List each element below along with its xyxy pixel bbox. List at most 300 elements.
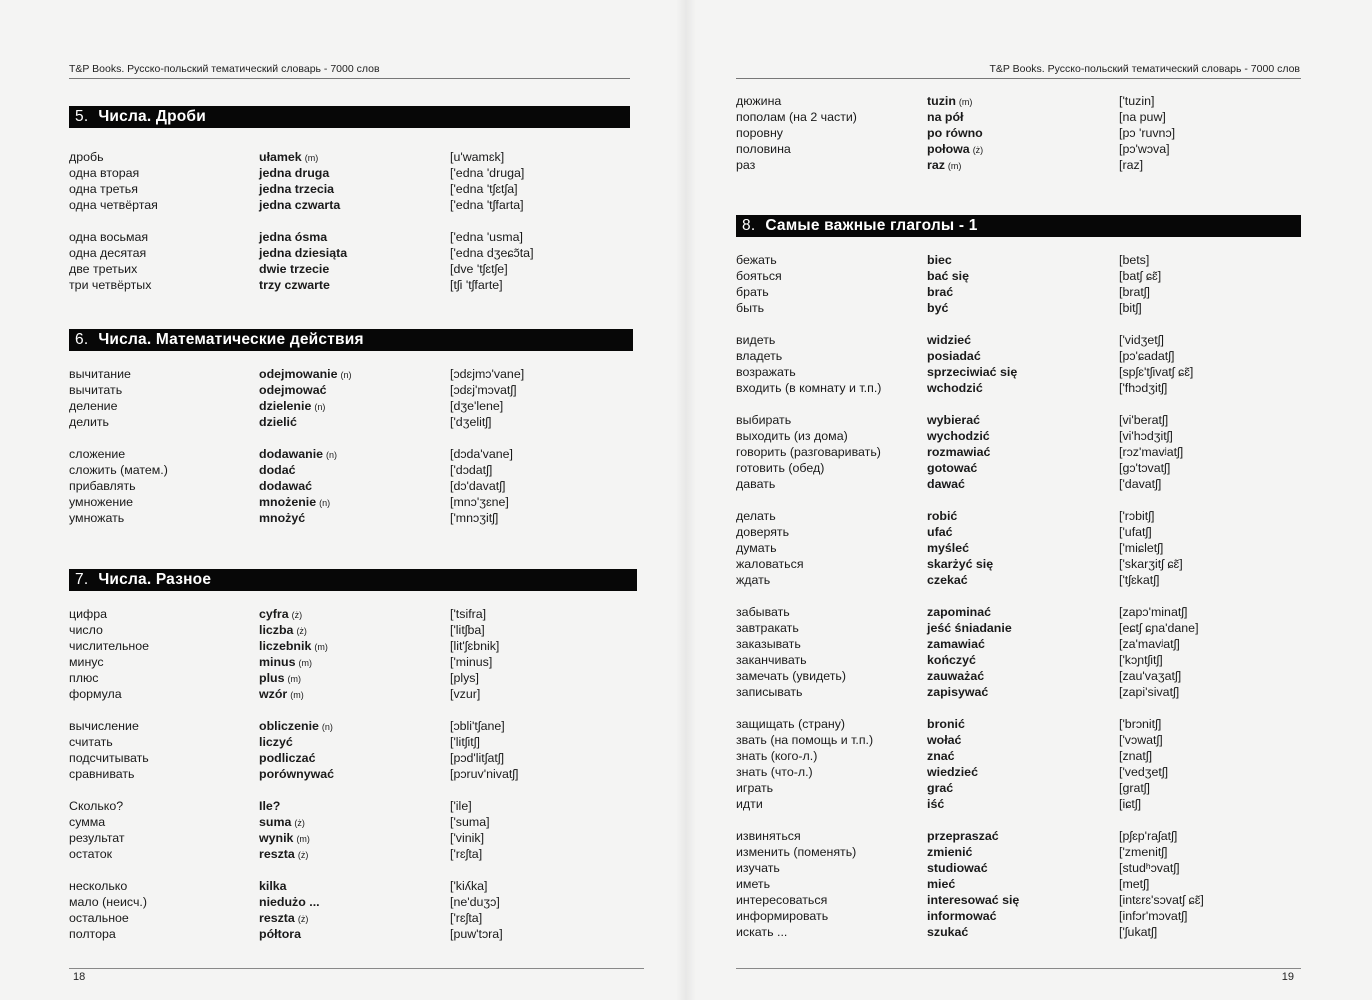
group-spacer xyxy=(69,430,633,446)
transcription: [tʃi 'tʃfarte] xyxy=(450,278,503,292)
polish-word xyxy=(259,622,307,639)
polish-word xyxy=(927,716,965,732)
russian-word: дробь xyxy=(69,150,104,164)
section-number: 5. xyxy=(75,108,89,125)
russian-word: одна четвёртая xyxy=(69,198,158,212)
dictionary-entry xyxy=(736,604,1301,620)
polish-word xyxy=(259,398,325,415)
transcription: [dve 'tʃɛtʃe] xyxy=(450,262,508,276)
polish-word xyxy=(259,462,296,478)
dictionary-entry xyxy=(69,382,633,398)
group-spacer xyxy=(69,213,630,229)
russian-word: бежать xyxy=(736,253,777,267)
polish-word xyxy=(259,494,330,511)
section-6 xyxy=(69,329,633,526)
polish-word-text: jedna czwarta xyxy=(259,198,341,212)
right-page xyxy=(686,0,1372,1000)
polish-word-text: odejmować xyxy=(259,383,327,397)
group-spacer xyxy=(69,702,637,718)
russian-word: изменить (поменять) xyxy=(736,845,857,859)
polish-word-text: tuzin xyxy=(927,94,956,108)
polish-word xyxy=(927,332,971,348)
polish-word-text: brać xyxy=(927,285,954,299)
header-rule xyxy=(736,78,1301,79)
transcription: [vzur] xyxy=(450,687,481,701)
polish-word xyxy=(927,524,952,540)
polish-word-text: podliczać xyxy=(259,751,316,765)
dictionary-entry xyxy=(736,876,1301,892)
russian-word: готовить (обед) xyxy=(736,461,825,475)
russian-word: идти xyxy=(736,797,763,811)
russian-word: говорить (разговаривать) xyxy=(736,445,881,459)
polish-word-text: mieć xyxy=(927,877,956,891)
dictionary-entry xyxy=(69,149,630,165)
polish-word xyxy=(927,444,990,460)
group-spacer xyxy=(69,862,637,878)
gender-mark: (n) xyxy=(326,450,338,460)
transcription: [za'mavʲatʃ] xyxy=(1119,637,1180,651)
polish-word-text: dodawać xyxy=(259,479,313,493)
transcription: ['litʃba] xyxy=(450,623,485,637)
gender-mark: (ż) xyxy=(297,850,309,860)
russian-word: число xyxy=(69,623,103,637)
section-title: Числа. Дроби xyxy=(98,108,206,125)
polish-word xyxy=(259,686,304,703)
polish-word-text: myśleć xyxy=(927,541,970,555)
polish-word xyxy=(927,556,993,572)
transcription: ['tsifra] xyxy=(450,607,487,621)
russian-word: выбирать xyxy=(736,413,792,427)
polish-word xyxy=(927,380,983,396)
dictionary-entry xyxy=(736,684,1301,700)
polish-word xyxy=(259,478,312,494)
transcription: [mnɔ'ʒɛne] xyxy=(450,495,509,509)
section-number: 7. xyxy=(75,571,89,588)
russian-word: бояться xyxy=(736,269,782,283)
russian-word: сложение xyxy=(69,447,126,461)
transcription: [dɔda'vane] xyxy=(450,447,513,461)
section-number: 6. xyxy=(75,331,89,348)
russian-word: звать (на помощь и т.п.) xyxy=(736,733,874,747)
russian-word: думать xyxy=(736,541,777,555)
polish-word xyxy=(259,149,318,166)
transcription: [pɔ'wɔva] xyxy=(1119,142,1170,156)
transcription: [raz] xyxy=(1119,158,1144,172)
russian-word: плюс xyxy=(69,671,99,685)
transcription: ['zmenitʃ] xyxy=(1119,845,1168,859)
section-heading-bar xyxy=(69,569,637,591)
gender-mark: (ż) xyxy=(296,626,307,636)
transcription: [eɕtʃ ɕɲa'dane] xyxy=(1119,621,1199,635)
polish-word-text: jedna trzecia xyxy=(259,182,335,196)
russian-word: доверять xyxy=(736,525,790,539)
section-title: Числа. Разное xyxy=(98,571,212,588)
transcription: [lit'ʃɛbnik] xyxy=(450,639,500,653)
russian-word: остаток xyxy=(69,847,113,861)
polish-word xyxy=(927,284,953,300)
transcription: [plys] xyxy=(450,671,479,685)
polish-word-text: raz xyxy=(927,158,945,172)
polish-word-text: zapisywać xyxy=(927,685,989,699)
transcription: ['kiʎka] xyxy=(450,879,488,893)
polish-word-text: jedna druga xyxy=(259,166,330,180)
russian-word: заказывать xyxy=(736,637,801,651)
russian-word: умножать xyxy=(69,511,125,525)
dictionary-entry xyxy=(736,892,1301,908)
russian-word: дюжина xyxy=(736,94,782,108)
polish-word-text: skarżyć się xyxy=(927,557,994,571)
polish-word-text: mnożyć xyxy=(259,511,306,525)
polish-word-text: szukać xyxy=(927,925,969,939)
dictionary-entry xyxy=(69,878,637,894)
russian-word: Сколько? xyxy=(69,799,124,813)
polish-word-text: wchodzić xyxy=(927,381,983,395)
section-title: Числа. Математические действия xyxy=(98,331,364,348)
russian-word: половина xyxy=(736,142,791,156)
transcription: [dʒe'lene] xyxy=(450,399,504,413)
transcription: ['miɕletʃ] xyxy=(1119,541,1164,555)
continuation-block xyxy=(736,93,1301,173)
transcription: ['minus] xyxy=(450,655,493,669)
gender-mark: (n) xyxy=(319,498,331,508)
polish-word-text: przepraszać xyxy=(927,829,999,843)
dictionary-entry xyxy=(69,638,637,654)
transcription: [pɔruv'nivatʃ] xyxy=(450,767,519,781)
gender-mark: (ż) xyxy=(297,914,309,924)
polish-word-text: zmienić xyxy=(927,845,973,859)
header-rule xyxy=(69,78,630,79)
russian-word: вычитание xyxy=(69,367,131,381)
polish-word-text: połowa xyxy=(927,142,970,156)
polish-word-text: obliczenie xyxy=(259,719,319,733)
polish-word-text: informować xyxy=(927,909,997,923)
section-8 xyxy=(736,215,1301,940)
polish-word-text: studiować xyxy=(927,861,988,875)
polish-word-text: widzieć xyxy=(927,333,972,347)
polish-word xyxy=(927,668,984,684)
russian-word: вычисление xyxy=(69,719,139,733)
polish-word-text: trzy czwarte xyxy=(259,278,330,292)
polish-word-text: wychodzić xyxy=(927,429,990,443)
polish-word xyxy=(259,894,320,910)
gender-mark: (ż) xyxy=(294,818,305,828)
russian-word: две третьих xyxy=(69,262,138,276)
russian-word: замечать (увидеть) xyxy=(736,669,847,683)
russian-word: видеть xyxy=(736,333,776,347)
dictionary-entry xyxy=(69,734,637,750)
dictionary-entry xyxy=(736,572,1301,588)
dictionary-entry xyxy=(69,494,633,510)
polish-word xyxy=(259,814,305,831)
dictionary-entry xyxy=(736,860,1301,876)
dictionary-entry xyxy=(736,764,1301,780)
polish-word-text: sprzeciwiać się xyxy=(927,365,1018,379)
transcription: [ne'duʒɔ] xyxy=(450,895,500,909)
transcription: [infɔr'mɔvatʃ] xyxy=(1119,909,1188,923)
polish-word xyxy=(259,638,328,655)
polish-word-text: po równo xyxy=(927,126,983,140)
russian-word: выходить (из дома) xyxy=(736,429,848,443)
polish-word xyxy=(927,620,1012,636)
polish-word xyxy=(259,798,280,814)
polish-word-text: jeść śniadanie xyxy=(927,621,1012,635)
russian-word: деление xyxy=(69,399,118,413)
page-number: 18 xyxy=(73,971,86,983)
polish-word-text: reszta xyxy=(259,911,295,925)
transcription: [vi'hɔdʒitʃ] xyxy=(1119,429,1173,443)
transcription: [ɔbli'tʃane] xyxy=(450,719,505,733)
polish-word xyxy=(927,428,990,444)
footer-rule xyxy=(736,968,1301,969)
dictionary-entry xyxy=(69,830,637,846)
dictionary-entry xyxy=(736,364,1301,380)
transcription: ['rɔbitʃ] xyxy=(1119,509,1155,523)
transcription: [znatʃ] xyxy=(1119,749,1153,763)
russian-word: вычитать xyxy=(69,383,123,397)
russian-word: иметь xyxy=(736,877,771,891)
polish-word-text: wiedzieć xyxy=(927,765,978,779)
polish-word xyxy=(927,796,944,812)
polish-word xyxy=(927,604,991,620)
russian-word: минус xyxy=(69,655,104,669)
gender-mark: (ż) xyxy=(972,145,984,155)
dictionary-entry xyxy=(69,277,630,293)
transcription: ['tuzin] xyxy=(1119,94,1155,108)
transcription: ['edna 'usma] xyxy=(450,230,523,244)
polish-word xyxy=(927,508,957,524)
polish-word-text: być xyxy=(927,301,949,315)
dictionary-entry xyxy=(736,141,1301,157)
transcription: ['vɔwatʃ] xyxy=(1119,733,1163,747)
polish-word xyxy=(259,366,352,383)
russian-word: искать ... xyxy=(736,925,788,939)
dictionary-entry xyxy=(736,284,1301,300)
polish-word xyxy=(259,670,301,687)
polish-word xyxy=(259,261,329,277)
polish-word-text: kilka xyxy=(259,879,287,893)
dictionary-entry xyxy=(69,846,637,862)
dictionary-entry xyxy=(69,181,630,197)
dictionary-entry xyxy=(736,636,1301,652)
gender-mark: (m) xyxy=(304,153,319,163)
russian-word: одна десятая xyxy=(69,246,147,260)
polish-word-text: liczyć xyxy=(259,735,293,749)
gender-mark: (ż) xyxy=(291,610,303,620)
section-7 xyxy=(69,569,637,942)
group-spacer xyxy=(736,316,1301,332)
russian-word: жаловаться xyxy=(736,557,804,571)
russian-word: подсчитывать xyxy=(69,751,149,765)
polish-word xyxy=(927,780,953,796)
dictionary-entry xyxy=(69,366,633,382)
transcription: [pɔ 'ruvnɔ] xyxy=(1119,126,1176,140)
polish-word xyxy=(259,878,287,894)
russian-word: брать xyxy=(736,285,769,299)
polish-word-text: niedużo ... xyxy=(259,895,320,909)
dictionary-entry xyxy=(69,398,633,414)
transcription: ['kɔɲtʃitʃ] xyxy=(1119,653,1163,667)
polish-word-text: Ile? xyxy=(259,799,281,813)
dictionary-entry xyxy=(69,245,630,261)
polish-word xyxy=(927,876,955,892)
group-spacer xyxy=(736,588,1301,604)
polish-word xyxy=(259,654,312,671)
dictionary-entry xyxy=(736,268,1301,284)
polish-word xyxy=(259,830,310,847)
polish-word xyxy=(927,732,961,748)
polish-word xyxy=(259,414,297,430)
dictionary-entry xyxy=(736,157,1301,173)
russian-word: полтора xyxy=(69,927,116,941)
gender-mark: (m) xyxy=(298,658,312,668)
dictionary-entry xyxy=(736,540,1301,556)
dictionary-entry xyxy=(736,93,1301,109)
transcription: ['vedʒetʃ] xyxy=(1119,765,1169,779)
transcription: ['vidʒetʃ] xyxy=(1119,333,1164,347)
transcription: [bitʃ] xyxy=(1119,301,1142,315)
russian-word: быть xyxy=(736,301,765,315)
gender-mark: (m) xyxy=(958,97,973,107)
polish-word-text: wołać xyxy=(927,733,962,747)
russian-word: несколько xyxy=(69,879,128,893)
polish-word xyxy=(927,93,972,110)
dictionary-entry xyxy=(69,229,630,245)
polish-word-text: dawać xyxy=(927,477,965,491)
russian-word: цифра xyxy=(69,607,107,621)
transcription: ['edna 'tʃfarta] xyxy=(450,198,524,212)
polish-word-text: mnożenie xyxy=(259,495,317,509)
polish-word xyxy=(927,364,1017,380)
polish-word xyxy=(927,125,983,141)
dictionary-entry xyxy=(69,894,637,910)
russian-word: информировать xyxy=(736,909,829,923)
dictionary-entry xyxy=(736,652,1301,668)
dictionary-entry xyxy=(69,446,633,462)
dictionary-entry xyxy=(736,620,1301,636)
polish-word xyxy=(927,844,972,860)
polish-word xyxy=(927,252,952,268)
group-spacer xyxy=(736,396,1301,412)
transcription: [spʃɛ'tʃivatʃ ɕɛ̃] xyxy=(1119,365,1194,379)
dictionary-entry xyxy=(69,798,637,814)
dictionary-entry xyxy=(736,444,1301,460)
polish-word xyxy=(927,652,976,668)
transcription: [bets] xyxy=(1119,253,1150,267)
page-number: 19 xyxy=(1281,971,1294,983)
russian-word: давать xyxy=(736,477,776,491)
dictionary-entry xyxy=(736,668,1301,684)
section-heading-bar xyxy=(69,329,633,351)
polish-word xyxy=(927,828,999,844)
polish-word-text: znać xyxy=(927,749,955,763)
polish-word-text: bać się xyxy=(927,269,970,283)
russian-word: числительное xyxy=(69,639,150,653)
transcription: [ɔdɛjmɔ'vane] xyxy=(450,367,525,381)
entry-list xyxy=(69,366,633,526)
polish-word xyxy=(259,181,334,197)
transcription: [gratʃ] xyxy=(1119,781,1150,795)
polish-word-text: interesować się xyxy=(927,893,1020,907)
dictionary-entry xyxy=(69,910,637,926)
polish-word xyxy=(259,165,329,181)
polish-word-text: liczebnik xyxy=(259,639,312,653)
transcription: ['edna 'druga] xyxy=(450,166,525,180)
dictionary-entry xyxy=(736,828,1301,844)
running-head: T&P Books. Русско-польский тематический словарь - 7000 слов xyxy=(989,63,1300,75)
transcription: [pɔd'litʃatʃ] xyxy=(450,751,505,765)
polish-word xyxy=(259,926,301,942)
russian-word: одна восьмая xyxy=(69,230,149,244)
dictionary-entry xyxy=(736,460,1301,476)
transcription: ['litʃitʃ] xyxy=(450,735,480,749)
group-spacer xyxy=(69,782,637,798)
transcription: ['skarʒitʃ ɕɛ̃] xyxy=(1119,557,1183,571)
transcription: [u'wamɛk] xyxy=(450,150,505,164)
polish-word xyxy=(259,734,293,750)
russian-word: забывать xyxy=(736,605,790,619)
dictionary-entry xyxy=(69,510,633,526)
dictionary-entry xyxy=(69,670,637,686)
russian-word: изучать xyxy=(736,861,780,875)
russian-word: мало (неисч.) xyxy=(69,895,147,909)
transcription: ['rɛʃta] xyxy=(450,847,483,861)
dictionary-entry xyxy=(69,478,633,494)
polish-word xyxy=(927,892,1019,908)
dictionary-entry xyxy=(736,732,1301,748)
transcription: [pʃɛp'raʃatʃ] xyxy=(1119,829,1178,843)
polish-word-text: dwie trzecie xyxy=(259,262,330,276)
gender-mark: (n) xyxy=(314,402,326,412)
gender-mark: (m) xyxy=(290,690,304,700)
polish-word xyxy=(927,268,969,284)
dictionary-entry xyxy=(69,750,637,766)
polish-word xyxy=(927,157,961,174)
dictionary-entry xyxy=(736,109,1301,125)
polish-word-text: iść xyxy=(927,797,945,811)
russian-word: завтракать xyxy=(736,621,799,635)
dictionary-entry xyxy=(736,524,1301,540)
polish-word-text: plus xyxy=(259,671,285,685)
gender-mark: (m) xyxy=(296,834,310,844)
transcription: [intɛrɛ'sɔvatʃ ɕɛ̃] xyxy=(1119,893,1204,907)
russian-word: владеть xyxy=(736,349,783,363)
russian-word: пополам (на 2 части) xyxy=(736,110,857,124)
russian-word: три четвёртых xyxy=(69,278,152,292)
russian-word: ждать xyxy=(736,573,771,587)
dictionary-entry xyxy=(69,462,633,478)
transcription: ['dʒelitʃ] xyxy=(450,415,492,429)
polish-word-text: wynik xyxy=(259,831,294,845)
dictionary-entry xyxy=(69,926,637,942)
dictionary-entry xyxy=(69,414,633,430)
polish-word xyxy=(927,460,977,476)
polish-word-text: robić xyxy=(927,509,958,523)
dictionary-entry xyxy=(736,748,1301,764)
gender-mark: (m) xyxy=(947,161,962,171)
polish-word xyxy=(259,277,330,293)
polish-word-text: jedna ósma xyxy=(259,230,328,244)
polish-word-text: cyfra xyxy=(259,607,289,621)
polish-word-text: ufać xyxy=(927,525,953,539)
polish-word-text: dodać xyxy=(259,463,296,477)
russian-word: входить (в комнату и т.п.) xyxy=(736,381,882,395)
transcription: ['tʃɛkatʃ] xyxy=(1119,573,1160,587)
russian-word: делать xyxy=(736,509,776,523)
transcription: ['rɛʃta] xyxy=(450,911,483,925)
transcription: ['suma] xyxy=(450,815,490,829)
transcription: [bratʃ] xyxy=(1119,285,1150,299)
transcription: ['dɔdatʃ] xyxy=(450,463,493,477)
